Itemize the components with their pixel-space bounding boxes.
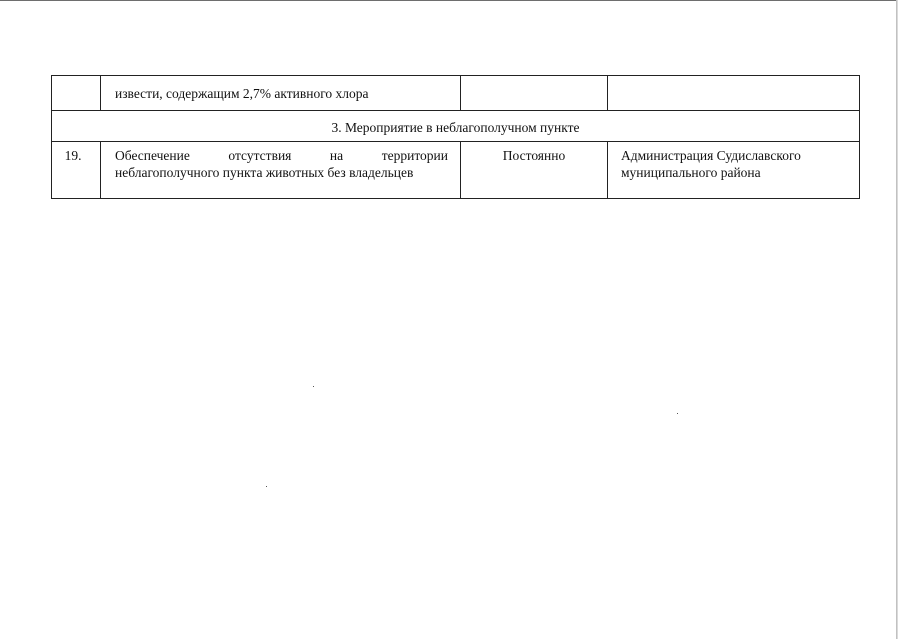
table-row xyxy=(52,76,860,111)
section-cell xyxy=(52,111,860,142)
responsible-cell xyxy=(608,76,860,111)
term-text: Постоянно xyxy=(502,148,566,163)
responsible-cell xyxy=(608,142,860,199)
description-text: извести, содержащим 2,7% активного хлора xyxy=(115,86,369,101)
description-cell xyxy=(101,76,461,111)
measures-table xyxy=(51,75,860,199)
responsible-text xyxy=(608,76,859,81)
description-text: Обеспечение отсутствия на территории неблагополучного пункта животных без владельцев xyxy=(115,148,448,180)
scan-speck xyxy=(266,486,267,487)
responsible-text: Администрация Судиславского муниципального района xyxy=(621,148,801,180)
term-cell xyxy=(461,76,608,111)
term-cell xyxy=(461,142,608,199)
row-number xyxy=(52,76,100,81)
scan-speck xyxy=(313,386,314,387)
row-number-cell xyxy=(52,142,101,199)
section-title: 3. Мероприятие в неблагополучном пункте xyxy=(331,120,580,135)
term-text xyxy=(461,76,607,81)
page-right-edge xyxy=(896,0,898,639)
row-number-cell xyxy=(52,76,101,111)
section-row xyxy=(52,111,860,142)
scan-speck xyxy=(677,413,678,414)
row-number: 19. xyxy=(64,148,82,163)
page-top-rule xyxy=(0,0,897,1)
table-row xyxy=(52,142,860,199)
description-cell xyxy=(101,142,461,199)
